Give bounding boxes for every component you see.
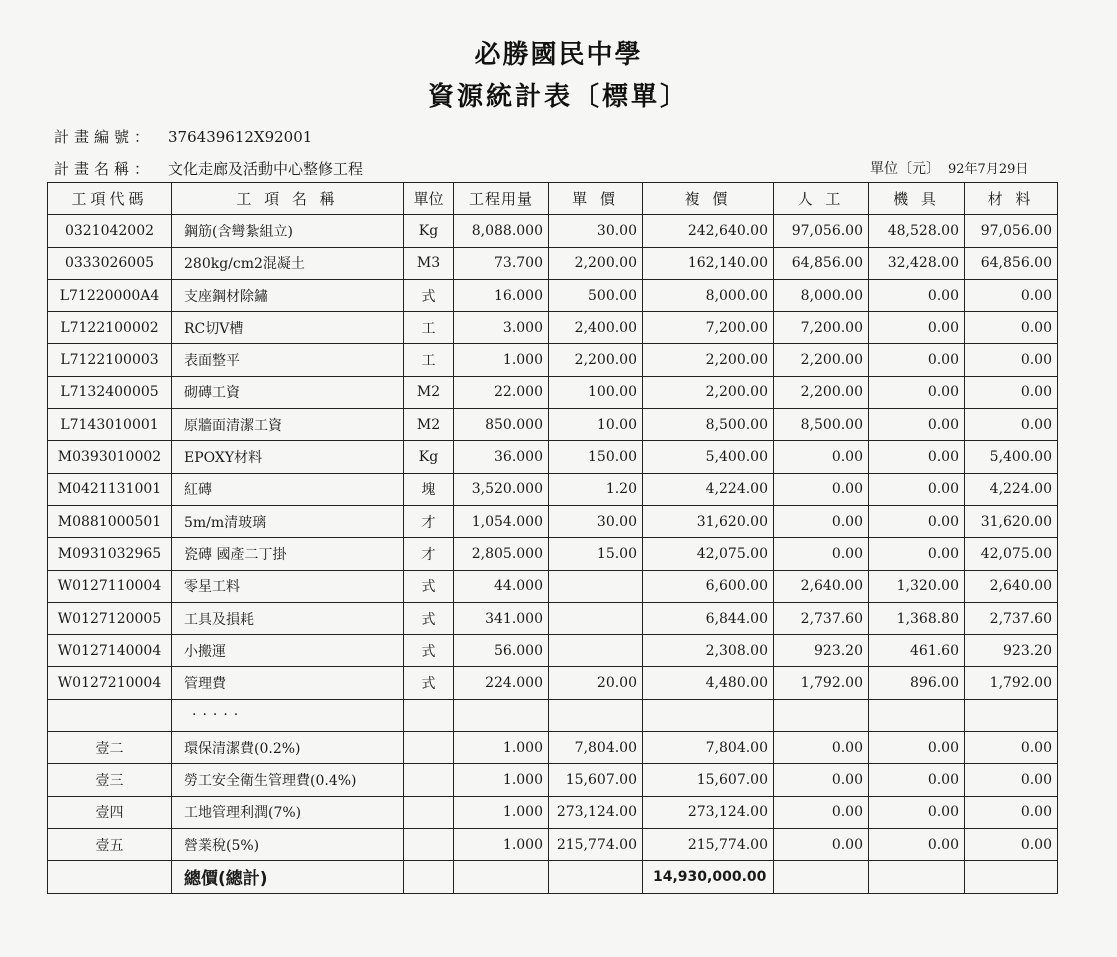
item-quantity: 1.000 [454, 344, 549, 376]
empty-cell [643, 699, 774, 731]
col-name: 工 項 名 稱 [172, 183, 404, 215]
document-date: 92年7月29日 [948, 162, 1029, 177]
item-code: 壹五 [48, 828, 172, 860]
item-code: W0127140004 [48, 635, 172, 667]
item-unit: M2 [404, 409, 454, 441]
item-amount: 2,308.00 [643, 635, 774, 667]
item-material: 0.00 [965, 409, 1058, 441]
item-quantity: 1.000 [454, 764, 549, 796]
item-name: 營業稅(5%) [172, 828, 404, 860]
item-machine: 0.00 [869, 732, 965, 764]
item-name: 管理費 [172, 667, 404, 699]
resource-table [47, 182, 1058, 894]
item-machine: 0.00 [869, 312, 965, 344]
empty-cell [48, 861, 172, 893]
item-name: 環保清潔費(0.2%) [172, 732, 404, 764]
item-unit-price: 273,124.00 [549, 796, 643, 828]
item-labor: 0.00 [774, 764, 869, 796]
item-code: W0127120005 [48, 602, 172, 634]
item-quantity: 3.000 [454, 312, 549, 344]
item-unit-price: 15,607.00 [549, 764, 643, 796]
item-unit-price: 2,200.00 [549, 344, 643, 376]
item-unit: 工 [404, 344, 454, 376]
item-name: 砌磚工資 [172, 376, 404, 408]
col-labor: 人 工 [774, 183, 869, 215]
item-machine: 0.00 [869, 764, 965, 796]
item-code: M0421131001 [48, 473, 172, 505]
item-unit: 式 [404, 570, 454, 602]
item-name: 原牆面清潔工資 [172, 409, 404, 441]
item-name: 鋼筋(含彎紮組立) [172, 215, 404, 247]
item-material: 1,792.00 [965, 667, 1058, 699]
item-quantity: 850.000 [454, 409, 549, 441]
item-unit-price [549, 635, 643, 667]
item-machine: 0.00 [869, 441, 965, 473]
item-unit: 式 [404, 279, 454, 311]
item-unit: Kg [404, 441, 454, 473]
item-unit-price [549, 602, 643, 634]
item-labor: 0.00 [774, 441, 869, 473]
item-machine: 1,320.00 [869, 570, 965, 602]
summary-row [48, 828, 1058, 860]
item-unit: M3 [404, 247, 454, 279]
item-labor: 0.00 [774, 828, 869, 860]
item-unit-price: 20.00 [549, 667, 643, 699]
item-amount: 6,844.00 [643, 602, 774, 634]
item-name: RC切V槽 [172, 312, 404, 344]
item-quantity: 2,805.000 [454, 538, 549, 570]
item-labor: 2,200.00 [774, 344, 869, 376]
item-labor: 0.00 [774, 538, 869, 570]
page-title: 資源統計表〔標單〕 [427, 82, 689, 112]
table-row [48, 602, 1058, 634]
plan-number-line [54, 126, 312, 147]
item-material: 4,224.00 [965, 473, 1058, 505]
item-machine: 0.00 [869, 376, 965, 408]
item-labor: 923.20 [774, 635, 869, 667]
item-material: 2,737.60 [965, 602, 1058, 634]
item-quantity: 1.000 [454, 796, 549, 828]
item-material: 0.00 [965, 796, 1058, 828]
ellipsis-text: ····· [172, 699, 404, 731]
item-code: M0931032965 [48, 538, 172, 570]
item-labor: 1,792.00 [774, 667, 869, 699]
total-label: 總價(總計) [172, 861, 404, 893]
item-code: L71220000A4 [48, 279, 172, 311]
item-unit-price: 10.00 [549, 409, 643, 441]
item-material: 5,400.00 [965, 441, 1058, 473]
item-machine: 0.00 [869, 409, 965, 441]
item-labor: 64,856.00 [774, 247, 869, 279]
plan-name-line [54, 158, 363, 179]
item-machine: 0.00 [869, 505, 965, 537]
item-name: 支座鋼材除鏽 [172, 279, 404, 311]
item-name: 勞工安全衛生管理費(0.4%) [172, 764, 404, 796]
item-amount: 2,200.00 [643, 376, 774, 408]
item-quantity: 36.000 [454, 441, 549, 473]
item-material: 923.20 [965, 635, 1058, 667]
table-row [48, 344, 1058, 376]
item-name: 瓷磚 國產二丁掛 [172, 538, 404, 570]
header-row [48, 183, 1058, 215]
empty-cell [404, 699, 454, 731]
empty-cell [454, 699, 549, 731]
col-machine: 機 具 [869, 183, 965, 215]
item-material: 0.00 [965, 828, 1058, 860]
empty-cell [869, 699, 965, 731]
table-row [48, 441, 1058, 473]
item-name: 表面整平 [172, 344, 404, 376]
item-material: 42,075.00 [965, 538, 1058, 570]
item-code: 0333026005 [48, 247, 172, 279]
table-row [48, 279, 1058, 311]
table-row [48, 473, 1058, 505]
item-material: 2,640.00 [965, 570, 1058, 602]
table-row [48, 247, 1058, 279]
item-amount: 242,640.00 [643, 215, 774, 247]
item-material: 0.00 [965, 764, 1058, 796]
item-amount: 4,480.00 [643, 667, 774, 699]
item-code: 壹三 [48, 764, 172, 796]
item-labor: 2,640.00 [774, 570, 869, 602]
item-unit: M2 [404, 376, 454, 408]
item-amount: 8,500.00 [643, 409, 774, 441]
item-quantity: 224.000 [454, 667, 549, 699]
item-machine: 461.60 [869, 635, 965, 667]
item-machine: 0.00 [869, 796, 965, 828]
school-name: 必勝國民中學 [474, 40, 643, 70]
item-name: 工具及損耗 [172, 602, 404, 634]
item-unit-price: 2,200.00 [549, 247, 643, 279]
item-name: 小搬運 [172, 635, 404, 667]
item-code: W0127110004 [48, 570, 172, 602]
item-unit: 式 [404, 667, 454, 699]
item-unit: 才 [404, 538, 454, 570]
item-quantity: 1.000 [454, 732, 549, 764]
item-unit: 工 [404, 312, 454, 344]
item-machine: 896.00 [869, 667, 965, 699]
empty-cell [549, 699, 643, 731]
item-quantity: 341.000 [454, 602, 549, 634]
table-row [48, 376, 1058, 408]
item-code: M0881000501 [48, 505, 172, 537]
item-unit-price: 30.00 [549, 505, 643, 537]
ellipsis-row [48, 699, 1058, 731]
item-unit-price: 15.00 [549, 538, 643, 570]
item-amount: 15,607.00 [643, 764, 774, 796]
item-labor: 0.00 [774, 473, 869, 505]
item-labor: 8,000.00 [774, 279, 869, 311]
total-row [48, 861, 1058, 893]
item-labor: 97,056.00 [774, 215, 869, 247]
item-unit-price: 150.00 [549, 441, 643, 473]
item-unit-price: 30.00 [549, 215, 643, 247]
item-amount: 5,400.00 [643, 441, 774, 473]
item-unit [404, 796, 454, 828]
item-amount: 7,804.00 [643, 732, 774, 764]
item-machine: 48,528.00 [869, 215, 965, 247]
item-material: 0.00 [965, 279, 1058, 311]
item-machine: 0.00 [869, 473, 965, 505]
empty-cell [965, 699, 1058, 731]
empty-cell [549, 861, 643, 893]
empty-cell [774, 699, 869, 731]
empty-cell [48, 699, 172, 731]
item-labor: 0.00 [774, 796, 869, 828]
item-quantity: 56.000 [454, 635, 549, 667]
item-material: 31,620.00 [965, 505, 1058, 537]
col-quantity: 工程用量 [454, 183, 549, 215]
item-material: 0.00 [965, 344, 1058, 376]
total-amount: 14,930,000.00 [643, 861, 774, 893]
item-quantity: 1.000 [454, 828, 549, 860]
item-unit-price: 7,804.00 [549, 732, 643, 764]
item-unit: 塊 [404, 473, 454, 505]
empty-cell [869, 861, 965, 893]
summary-row [48, 764, 1058, 796]
currency-unit-label: 單位〔元〕 [870, 161, 940, 177]
summary-row [48, 732, 1058, 764]
item-quantity: 22.000 [454, 376, 549, 408]
table-row [48, 505, 1058, 537]
item-code: L7132400005 [48, 376, 172, 408]
item-quantity: 8,088.000 [454, 215, 549, 247]
item-material: 0.00 [965, 732, 1058, 764]
col-amount: 複 價 [643, 183, 774, 215]
item-amount: 4,224.00 [643, 473, 774, 505]
item-material: 64,856.00 [965, 247, 1058, 279]
item-amount: 31,620.00 [643, 505, 774, 537]
item-material: 0.00 [965, 376, 1058, 408]
item-code: L7122100002 [48, 312, 172, 344]
table-row [48, 667, 1058, 699]
plan-name-label: 計畫名稱： [54, 160, 155, 178]
item-code: L7122100003 [48, 344, 172, 376]
item-amount: 162,140.00 [643, 247, 774, 279]
item-labor: 0.00 [774, 505, 869, 537]
item-unit-price: 215,774.00 [549, 828, 643, 860]
item-machine: 0.00 [869, 538, 965, 570]
item-name: 紅磚 [172, 473, 404, 505]
item-quantity: 1,054.000 [454, 505, 549, 537]
item-amount: 8,000.00 [643, 279, 774, 311]
item-unit: 式 [404, 635, 454, 667]
item-unit-price: 500.00 [549, 279, 643, 311]
item-code: 壹四 [48, 796, 172, 828]
item-unit-price: 1.20 [549, 473, 643, 505]
item-labor: 8,500.00 [774, 409, 869, 441]
item-code: 0321042002 [48, 215, 172, 247]
item-unit [404, 764, 454, 796]
table-row [48, 570, 1058, 602]
item-unit: Kg [404, 215, 454, 247]
item-machine: 32,428.00 [869, 247, 965, 279]
item-name: 280kg/cm2混凝土 [172, 247, 404, 279]
item-machine: 0.00 [869, 828, 965, 860]
item-unit-price: 2,400.00 [549, 312, 643, 344]
item-code: 壹二 [48, 732, 172, 764]
item-unit-price: 100.00 [549, 376, 643, 408]
item-material: 97,056.00 [965, 215, 1058, 247]
table-row [48, 538, 1058, 570]
table-row [48, 215, 1058, 247]
col-unit: 單位 [404, 183, 454, 215]
item-unit: 才 [404, 505, 454, 537]
item-quantity: 16.000 [454, 279, 549, 311]
unit-date-line [870, 158, 1028, 178]
plan-name-value: 文化走廊及活動中心整修工程 [168, 160, 364, 178]
item-quantity: 3,520.000 [454, 473, 549, 505]
item-amount: 215,774.00 [643, 828, 774, 860]
plan-number-value: 376439612X92001 [168, 128, 313, 146]
item-unit-price [549, 570, 643, 602]
table-row [48, 312, 1058, 344]
item-unit [404, 828, 454, 860]
item-name: 工地管理利潤(7%) [172, 796, 404, 828]
col-code: 工項代碼 [48, 183, 172, 215]
item-amount: 42,075.00 [643, 538, 774, 570]
item-quantity: 44.000 [454, 570, 549, 602]
item-material: 0.00 [965, 312, 1058, 344]
summary-row [48, 796, 1058, 828]
item-amount: 2,200.00 [643, 344, 774, 376]
plan-number-label: 計畫編號： [54, 128, 155, 146]
table-row [48, 635, 1058, 667]
item-amount: 7,200.00 [643, 312, 774, 344]
item-amount: 6,600.00 [643, 570, 774, 602]
item-name: 零星工料 [172, 570, 404, 602]
item-unit: 式 [404, 602, 454, 634]
item-quantity: 73.700 [454, 247, 549, 279]
item-amount: 273,124.00 [643, 796, 774, 828]
empty-cell [774, 861, 869, 893]
item-labor: 2,737.60 [774, 602, 869, 634]
item-name: EPOXY材料 [172, 441, 404, 473]
item-labor: 2,200.00 [774, 376, 869, 408]
item-code: L7143010001 [48, 409, 172, 441]
item-machine: 0.00 [869, 344, 965, 376]
col-material: 材 料 [965, 183, 1058, 215]
item-code: M0393010002 [48, 441, 172, 473]
col-unit-price: 單 價 [549, 183, 643, 215]
item-name: 5m/m清玻璃 [172, 505, 404, 537]
item-unit [404, 732, 454, 764]
empty-cell [965, 861, 1058, 893]
item-labor: 7,200.00 [774, 312, 869, 344]
table-row [48, 409, 1058, 441]
item-labor: 0.00 [774, 732, 869, 764]
item-machine: 0.00 [869, 279, 965, 311]
empty-cell [454, 861, 549, 893]
empty-cell [404, 861, 454, 893]
item-code: W0127210004 [48, 667, 172, 699]
item-machine: 1,368.80 [869, 602, 965, 634]
